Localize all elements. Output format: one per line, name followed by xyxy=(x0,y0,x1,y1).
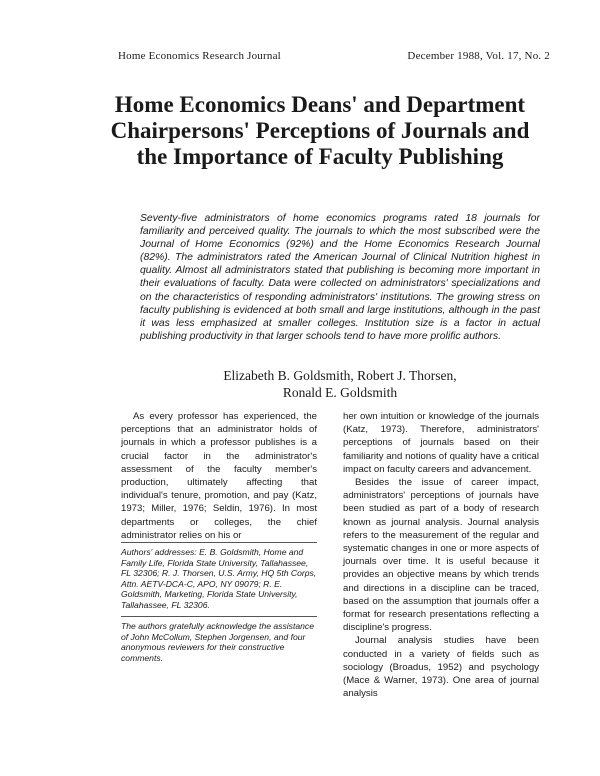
body-paragraph: As every professor has experienced, the perceptions that an administrator holds of journals in which a professor publishes is a crucial factor in the administrator's assessment of the faculty member's production, ultimately affecting that individual's tenure, promotion, and pay (Katz, 1973; Miller, 1976; Seldin, 1976). In most departments or colleges, the chief administrator relies on his or xyxy=(121,411,317,541)
footnote-divider xyxy=(121,616,317,617)
article-title: Home Economics Deans' and Department Chairpersons' Perceptions of Journals and the Importance of Faculty Publishing xyxy=(110,92,530,169)
author-list xyxy=(140,367,540,401)
running-head xyxy=(118,50,550,66)
issue-info: December 1988, Vol. 17, No. 2 xyxy=(407,50,550,62)
body-column-right xyxy=(343,410,539,700)
author-addresses-footnote: Authors' addresses: E. B. Goldsmith, Home and Family Life, Florida State University, Tallahassee, FL 32306; R. J. Thorsen, U.S. Army, HQ 5th Corps, Attn. AETV-DCA-C, APO, NY 09079; R. E. Goldsmith, Marketing, Florida State University, Tallahassee, FL 32306. xyxy=(121,547,317,610)
body-column-left xyxy=(121,410,317,542)
body-paragraph: her own intuition or knowledge of the journals (Katz, 1973). Therefore, administrators' perceptions of journals based on their familiarity and notions of quality have a critical impact on faculty careers and advancement. xyxy=(343,411,539,475)
footnote-divider xyxy=(121,542,317,543)
author-line-1: Elizabeth B. Goldsmith, Robert J. Thorsen, xyxy=(223,368,457,383)
body-paragraph: Journal analysis studies have been conducted in a variety of fields such as sociology (Broadus, 1952) and psychology (Mace & Warner, 1973). One area of journal analysis xyxy=(343,635,539,700)
body-paragraph: Besides the issue of career impact, administrators' perceptions of journals have been studied as part of a body of research known as journal analysis. Journal analysis refers to the measurement of the regular and systematic changes in one or more aspects of journals over time. It is useful because it provides an objective means by which trends and directions in a discipline can be traced, based on the assumption that journals offer a format for research presentations reflecting a discipline's progress. xyxy=(343,477,539,634)
journal-name: Home Economics Research Journal xyxy=(118,50,281,62)
author-line-2: Ronald E. Goldsmith xyxy=(282,385,398,400)
acknowledgment-footnote: The authors gratefully acknowledge the assistance of John McCollum, Stephen Jorgensen, and four anonymous reviewers for their constructive comments. xyxy=(121,621,314,663)
abstract: Seventy-five administrators of home economics programs rated 18 journals for familiarity and perceived quality. The journals to which the most subscribed were the Journal of Home Economics (92%) and the Home Economics Research Journal (82%). The administrators rated the American Journal of Clinical Nutrition highest in quality. Almost all administrators stated that publishing is becoming more important in their evaluations of faculty. Data were collected on administrators' specializations and on the characteristics of responding administrators' institutions. The growing stress on faculty publishing is evidenced at both small and large institutions, although in the past it was less emphasized at smaller colleges. Institution size is a factor in actual publishing productivity in that larger schools tend to have more prolific authors. xyxy=(140,213,540,342)
